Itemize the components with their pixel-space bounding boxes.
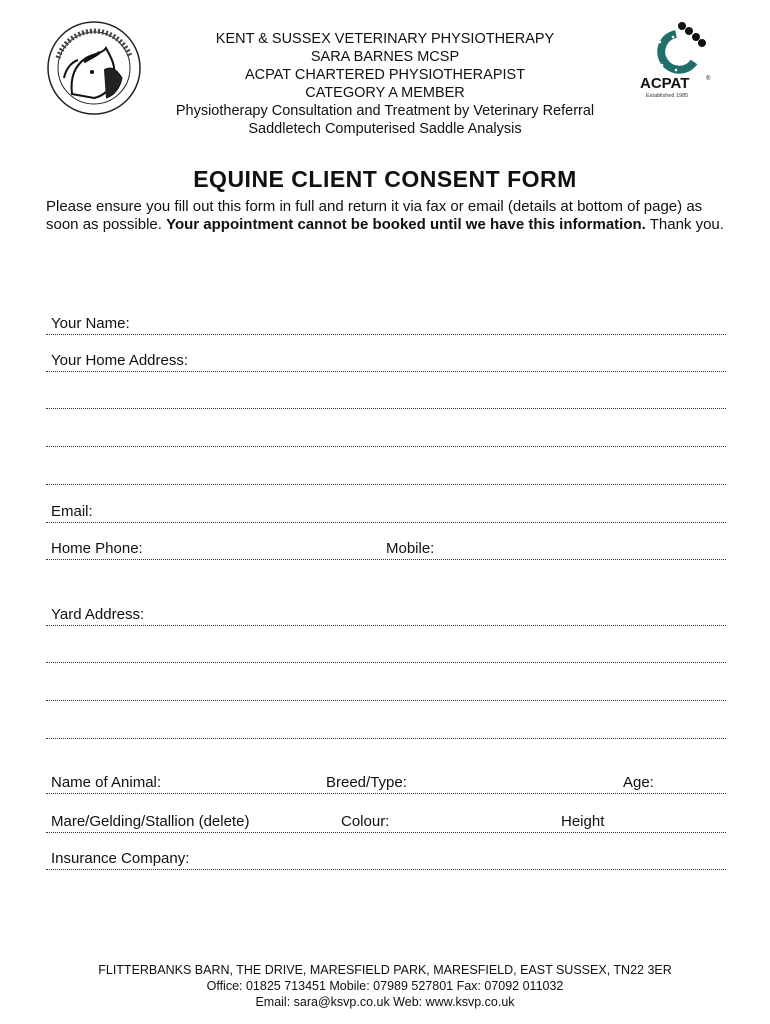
yard-address-line-4[interactable] [46, 738, 726, 739]
yard-address-field[interactable] [46, 605, 726, 626]
footer-phones: Office: 01825 713451 Mobile: 07989 527801 Fax: 07092 011032 [206, 979, 564, 993]
service-line-2: Saddletech Computerised Saddle Analysis [248, 121, 522, 137]
home-address-line-4[interactable] [46, 484, 726, 485]
practice-name: KENT & SUSSEX VETERINARY PHYSIOTHERAPY [215, 31, 555, 47]
service-line-1: Physiotherapy Consultation and Treatment by Veterinary Referral [175, 103, 595, 119]
yard-address-line-2[interactable] [46, 662, 726, 663]
yard-address-label: Yard Address: [51, 606, 145, 623]
form-title: EQUINE CLIENT CONSENT FORM [193, 166, 577, 192]
sex-colour-field[interactable] [46, 812, 726, 833]
letterhead [0, 30, 770, 138]
animal-field[interactable] [46, 773, 726, 794]
svg-text:®: ® [706, 76, 711, 82]
home-address-line-2[interactable] [46, 408, 726, 409]
animal-name-label: Name of Animal: [51, 774, 162, 791]
mobile-label: Mobile: [386, 540, 435, 557]
intro-tail: Thank you. [645, 215, 724, 233]
practitioner-title: ACPAT CHARTERED PHYSIOTHERAPIST [244, 67, 526, 83]
acpat-wordmark: ACPAT [640, 75, 690, 92]
intro-text [46, 198, 736, 233]
footer [0, 962, 770, 1010]
phone-field[interactable] [46, 539, 726, 560]
home-address-line-3[interactable] [46, 446, 726, 447]
yard-address-line-3[interactable] [46, 700, 726, 701]
age-label: Age: [623, 774, 654, 791]
footer-address: FLITTERBANKS BARN, THE DRIVE, MARESFIELD PARK, MARESFIELD, EAST SUSSEX, TN22 3ER [98, 963, 672, 977]
home-phone-label: Home Phone: [51, 540, 143, 557]
home-address-field[interactable] [46, 351, 726, 372]
colour-label: Colour: [341, 813, 390, 830]
insurance-label: Insurance Company: [51, 850, 190, 867]
footer-web: Email: sara@ksvp.co.uk Web: www.ksvp.co.uk [255, 995, 515, 1009]
practitioner-name: SARA BARNES MCSP [310, 49, 460, 65]
home-address-label: Your Home Address: [51, 352, 189, 369]
membership-category: CATEGORY A MEMBER [305, 85, 465, 101]
intro-bold: Your appointment cannot be booked until we have this information. [166, 215, 646, 233]
acpat-established: Established 1985 [646, 93, 689, 99]
intro-normal: Please ensure you fill out this form in full and return it via fax or email (details at bottom of page) as soon as possible. [46, 198, 703, 233]
sex-label: Mare/Gelding/Stallion (delete) [51, 813, 250, 830]
height-label: Height [561, 813, 605, 830]
email-field[interactable] [46, 502, 726, 523]
insurance-field[interactable] [46, 849, 726, 870]
name-label: Your Name: [51, 315, 130, 332]
breed-label: Breed/Type: [326, 774, 407, 791]
email-label: Email: [51, 503, 93, 520]
name-field[interactable] [46, 314, 726, 335]
